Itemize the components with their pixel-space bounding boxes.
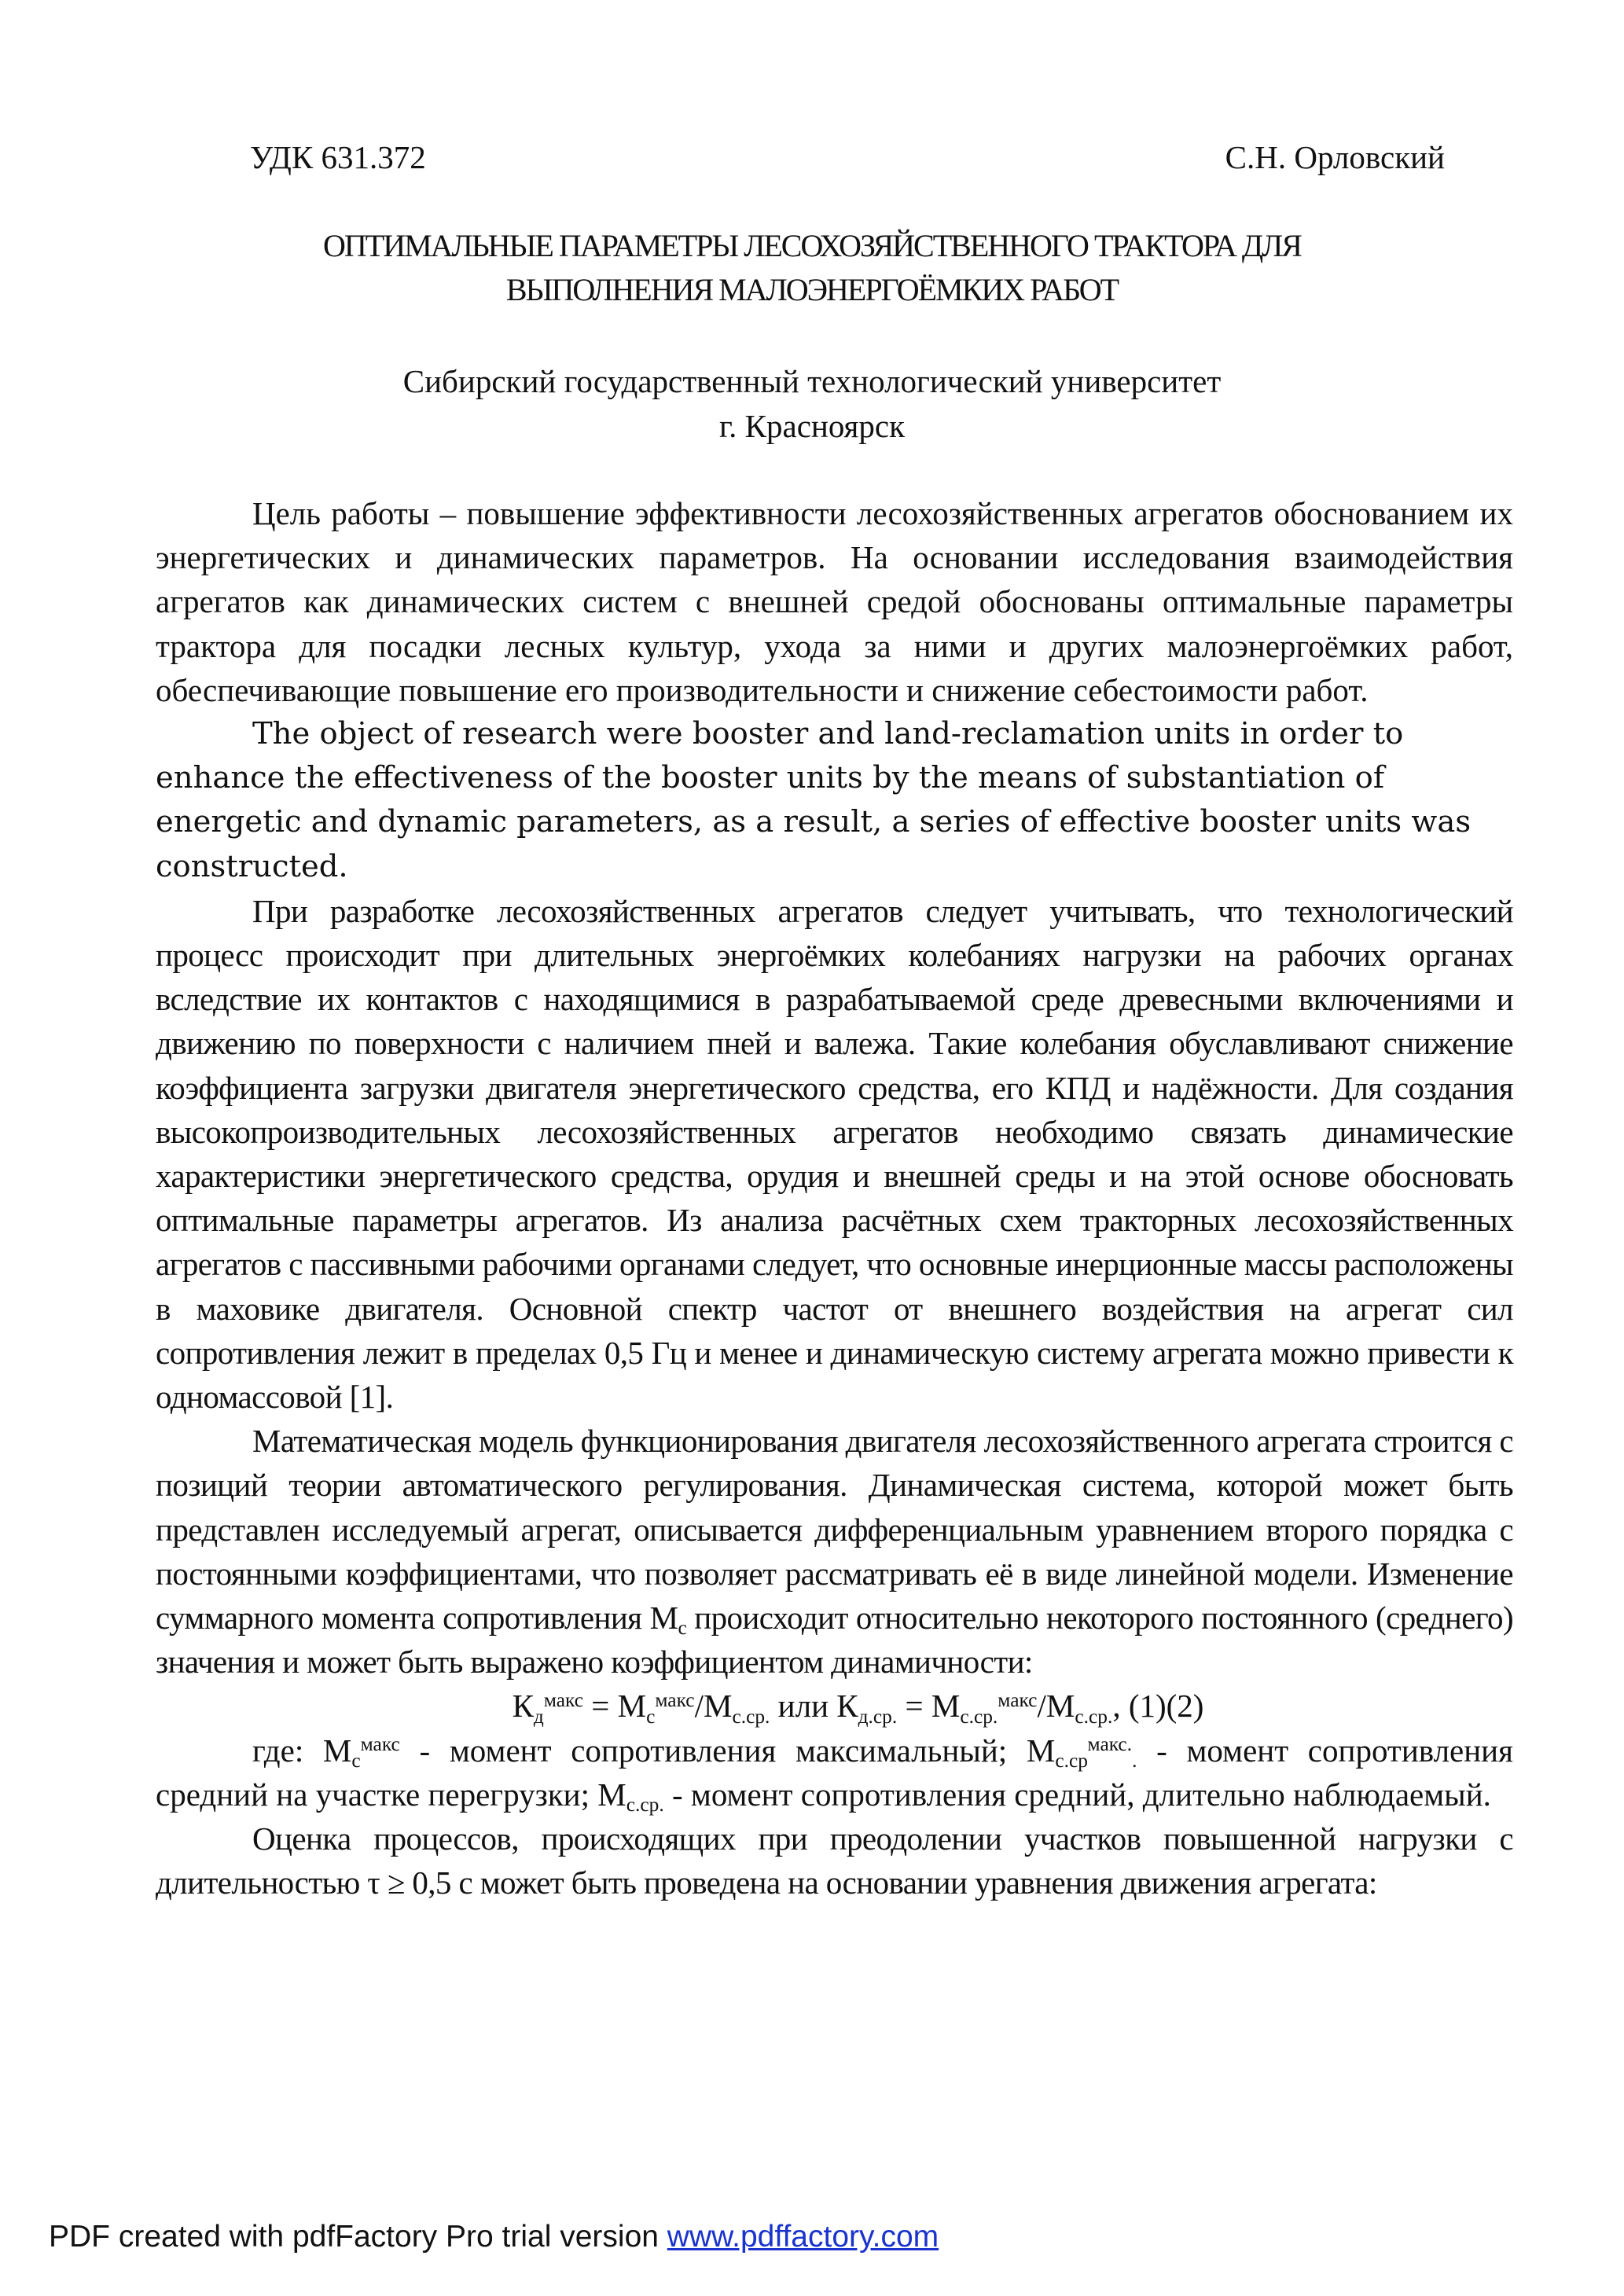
affiliation-university: Сибирский государственный технологический университет [402,363,1222,399]
abstract-english: The object of research were booster and land-reclamation units in order to enhance the effectiveness of the booster units by the means of substantiation of energetic and dynamic parameters, as a result, a series of effective booster units was constructed. [156,716,1472,884]
title-line-1: ОПТИМАЛЬНЫЕ ПАРАМЕТРЫ ЛЕСОХОЗЯЙСТВЕННОГО ТРАКТОРА ДЛЯ [323,228,1301,263]
abstract-russian: Цель работы – повышение эффективности лесохозяйственных агрегатов обоснованием их энергетических и динамических параметров. На основании исследования взаимодействия агрегатов как динамических систем с внешней средой обоснованы оптимальные параметры трактора для посадки лесных культур, ухода за ними и других малоэнергоёмких работ, обеспечивающие повышение его производительности и снижение себестоимости работ. [156,495,1513,708]
header-row [250,138,1445,177]
affiliation [157,359,1467,449]
formula-dynamic-coefficient [156,1684,1513,1728]
f-m2: M [703,1688,733,1725]
legend-m2: M [1026,1732,1056,1769]
udc-code: УДК 631.372 [250,139,426,175]
legend-m3-sub: с.ср. [626,1794,664,1816]
legend-text-2: - момент сопротивления средний на участке перегрузки; [156,1732,1513,1813]
f-eq: = [583,1688,618,1725]
f-m3-sub: с.ср. [960,1705,998,1728]
f-eq2: = [897,1688,931,1725]
legend-m1-sub: c [351,1749,361,1772]
f-slash: / [694,1688,704,1725]
legend-m2-sup: макс. [1087,1732,1133,1755]
legend-m3: M [597,1776,626,1813]
f-k2: К [836,1688,858,1725]
legend-text-1: - момент сопротивления максимальный; [399,1732,1027,1769]
pdf-footer [49,2218,939,2256]
formula-legend [156,1728,1513,1817]
legend-m2-dot: . [1132,1749,1137,1772]
title-line-2: ВЫПОЛНЕНИЯ МАЛОЭНЕРГОЁМКИХ РАБОТ [505,272,1119,307]
f-k-sup: макс [543,1688,584,1711]
legend-lead: где: [252,1732,323,1769]
footer-link[interactable]: www.pdffactory.com [667,2220,939,2254]
f-m3: M [931,1688,961,1725]
paragraph-2-text: Математическая модель функционирования двигателя лесохозяйственного агрегата строится с позиций теории автоматического регулирования. Динамическая система, которой может быть представлен исследуемый агрегат, описывается дифференциальным уравнением второго порядка с постоянными коэффициентами, что позволяет рассматривать её в виде линейной модели. Изменение суммарного момента сопротивления [156,1423,1513,1637]
affiliation-city: г. Красноярск [718,408,906,444]
f-or: или [770,1688,837,1725]
f-equation-number: , (1)(2) [1112,1688,1204,1725]
paper-title [157,224,1467,312]
legend-m1-sup: макс [360,1732,400,1755]
f-k-sub: д [533,1705,544,1728]
legend-text-3: - момент сопротивления средний, длительно наблюдаемый. [663,1776,1491,1813]
f-m3-sup: макс [998,1688,1038,1711]
symbol-m: M [649,1600,678,1637]
symbol-m-sub: c [678,1617,687,1640]
f-m-sub: c [646,1705,656,1728]
paragraph-1: При разработке лесохозяйственных агрегатов следует учитывать, что технологический процесс происходит при длительных энергоёмких колебаниях нагрузки на рабочих органах вследствие их контактов с находящимися в разрабатываемой среде древесными включениями и движению по поверхности с наличием пней и валежа. Такие колебания обуславливают снижение коэффициента загрузки двигателя энергетического средства, его КПД и надёжности. Для создания высокопроизводительных лесохозяйственных агрегатов необходимо связать динамические характеристики энергетического средства, орудия и внешней среды и на этой основе обосновать оптимальные параметры агрегатов. Из анализа расчётных схем тракторных лесохозяйственных агрегатов с пассивными рабочими органами следует, что основные инерционные массы расположены в маховике двигателя. Основной спектр частот от внешнего воздействия на агрегат сил сопротивления лежит в пределах 0,5 Гц и менее и динамическую систему агрегата можно привести к одномассовой [1]. [156,892,1513,1416]
f-m4-sub: с.ср. [1075,1705,1113,1728]
paragraph-3: Оценка процессов, происходящих при преодолении участков повышенной нагрузки с длительностью τ ≥ 0,5 с может быть проведена на основании уравнения движения агрегата: [156,1820,1513,1901]
legend-m1: M [322,1732,352,1769]
f-k2-sub: д.ср. [858,1705,898,1728]
footer-text: PDF created with pdfFactory Pro trial version [49,2220,667,2254]
f-m4: M [1045,1688,1075,1725]
f-slash2: / [1037,1688,1046,1725]
body-text [156,491,1513,1905]
paragraph-2 [156,1419,1513,1684]
f-k: К [512,1688,534,1725]
author-name: С.Н. Орловский [1225,139,1445,175]
legend-m2-sub: с.ср [1055,1749,1088,1772]
f-m-sup: макс [655,1688,695,1711]
f-m: M [617,1688,647,1725]
paragraph-2-tail: происходит относительно некоторого постоянного (среднего) значения и может быть выражено коэффициентом динамичности: [156,1600,1513,1681]
f-m2-sub: с.ср. [732,1705,770,1728]
